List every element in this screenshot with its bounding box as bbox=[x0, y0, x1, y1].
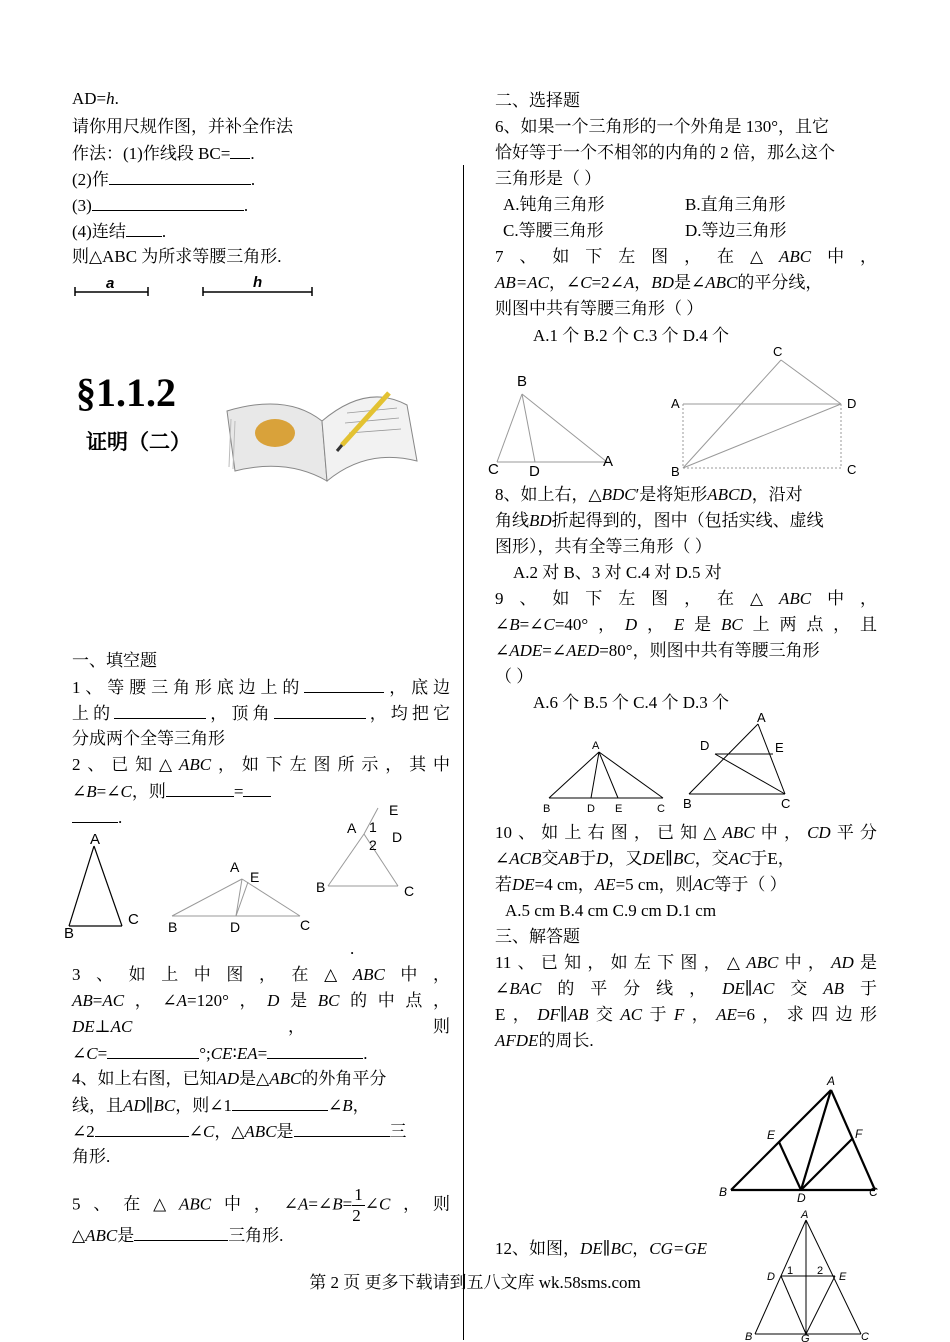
svg-text:A: A bbox=[801, 1209, 809, 1221]
svg-text:D: D bbox=[700, 738, 710, 753]
q3-line4: ∠C= °;CE∶EA= . bbox=[72, 1044, 368, 1063]
q6-option-d: D.等边三角形 bbox=[685, 221, 787, 240]
svg-text:D: D bbox=[230, 919, 241, 935]
svg-text:D: D bbox=[767, 1271, 775, 1283]
svg-text:A: A bbox=[671, 396, 680, 411]
q9-q10-figures bbox=[535, 710, 855, 816]
q10-line3: 若DE=4 cm，AE=5 cm，则AC等于（ ） bbox=[495, 875, 787, 894]
q11-line1: 11、已知，如左下图，△ABC中，AD是 bbox=[495, 953, 878, 972]
q5-line1: 5、在△ABC中，∠A=∠B= $\frac{1}{2}$ ∠C，则 bbox=[72, 1185, 451, 1225]
q5-line2: △ABC是 三角形. bbox=[72, 1226, 284, 1245]
svg-text:A: A bbox=[347, 820, 357, 836]
svg-text:C: C bbox=[488, 461, 499, 478]
segments-a-h bbox=[72, 272, 322, 298]
q8-line2: 角线BD折起得到的，图中（包括实线、虚线 bbox=[495, 511, 824, 530]
svg-text:A: A bbox=[827, 1074, 836, 1088]
svg-text:E: E bbox=[389, 802, 399, 818]
q6-line3: 三角形是（ ） bbox=[495, 169, 602, 188]
fill-heading: 一、填空题 bbox=[72, 651, 157, 670]
q7-line1: 7、如下左图，在△ABC中， bbox=[495, 247, 877, 266]
section-number: §1.1.2 bbox=[76, 370, 176, 415]
q9-line3: ∠ADE=∠AED=80°，则图中共有等腰三角形 bbox=[495, 641, 820, 660]
figure-external-bisector bbox=[316, 802, 414, 899]
stray-dot: . bbox=[350, 939, 355, 958]
svg-text:D: D bbox=[847, 396, 857, 411]
svg-text:1: 1 bbox=[369, 819, 377, 835]
svg-text:C: C bbox=[128, 911, 139, 928]
fraction-half: $\frac{1}{2}$ bbox=[352, 1185, 363, 1225]
svg-text:E: E bbox=[615, 803, 623, 815]
page-footer: 第 2 页 更多下载请到五八文库 wk.58sms.com bbox=[309, 1273, 641, 1292]
svg-text:E: E bbox=[250, 869, 260, 885]
svg-text:B: B bbox=[671, 464, 680, 479]
step-4: (4)连结 . bbox=[72, 222, 167, 241]
q8-options: A.2 对 B、3 对 C.4 对 D.5 对 bbox=[513, 563, 722, 582]
line-ad-h: AD=h. bbox=[72, 89, 119, 108]
svg-text:C: C bbox=[404, 883, 415, 899]
q10-options: A.5 cm B.4 cm C.9 cm D.1 cm bbox=[505, 901, 717, 920]
q2-q4-figures bbox=[62, 800, 462, 950]
svg-text:B: B bbox=[683, 796, 692, 811]
step-2: (2)作 . bbox=[72, 170, 256, 189]
svg-text:C: C bbox=[869, 1185, 878, 1199]
figure-q7-triangle bbox=[488, 373, 613, 480]
svg-text:C: C bbox=[300, 917, 311, 933]
section-title: 证明（二） bbox=[86, 430, 191, 454]
svg-text:F: F bbox=[855, 1127, 863, 1141]
q6-line2: 恰好等于一个不相邻的内角的 2 倍，那么这个 bbox=[495, 143, 835, 162]
svg-text:B: B bbox=[168, 919, 178, 935]
q2-line2: ∠B=∠C，则 = bbox=[72, 780, 271, 803]
svg-text:C: C bbox=[847, 462, 857, 477]
svg-text:B: B bbox=[316, 879, 326, 895]
q11-line4: AFDE的周长. bbox=[495, 1031, 594, 1050]
svg-text:B: B bbox=[745, 1331, 753, 1342]
q3-line3: DE⊥AC ， 则 bbox=[72, 1017, 450, 1036]
q11-line3: E，DF∥AB交AC于F，AE=6，求四边形 bbox=[495, 1005, 878, 1024]
book-pencil-illustration bbox=[217, 363, 422, 483]
svg-text:A: A bbox=[230, 859, 240, 875]
q9-line4: （ ） bbox=[495, 667, 534, 686]
svg-text:C: C bbox=[781, 796, 791, 811]
solve-heading: 三、解答题 bbox=[495, 927, 580, 946]
svg-text:G: G bbox=[801, 1333, 810, 1342]
instruction-line: 请你用尺规作图，并补全作法 bbox=[72, 117, 293, 136]
svg-text:B: B bbox=[543, 803, 551, 815]
svg-text:a: a bbox=[106, 275, 115, 292]
conclusion-line: 则△ABC 为所求等腰三角形. bbox=[72, 247, 282, 266]
segment-h bbox=[203, 274, 312, 296]
svg-text:D: D bbox=[587, 803, 595, 815]
svg-text:2: 2 bbox=[369, 837, 377, 853]
q10-line2: ∠ACB交AB于D，又DE∥BC，交AC于E， bbox=[495, 849, 795, 868]
q6-option-c: C.等腰三角形 bbox=[503, 221, 604, 240]
q7-options: A.1 个 B.2 个 C.3 个 D.4 个 bbox=[533, 326, 729, 345]
figure-q9-triangle bbox=[543, 740, 665, 815]
q8-line1: 8、如上右，△BDC′是将矩形ABCD，沿对 bbox=[495, 485, 803, 504]
figure-q10-triangle bbox=[683, 710, 790, 811]
svg-text:1: 1 bbox=[787, 1265, 794, 1277]
svg-text:A: A bbox=[592, 740, 600, 752]
q1-line2: 上的 ，顶角 ，均把它 bbox=[72, 704, 451, 723]
step-3: (3) . bbox=[72, 196, 249, 215]
svg-text:E: E bbox=[839, 1271, 847, 1283]
q7-line3: 则图中共有等腰三角形（ ） bbox=[495, 299, 704, 318]
q9-line1: 9、如下左图，在△ABC中， bbox=[495, 589, 877, 608]
figure-abc-120 bbox=[168, 859, 310, 935]
q2-line1: 2、已知△ABC，如下左图所示，其中 bbox=[72, 755, 450, 774]
segment-a bbox=[75, 275, 148, 296]
q9-options: A.6 个 B.5 个 C.4 个 D.3 个 bbox=[533, 693, 729, 712]
q8-line3: 图形），共有全等三角形（ ） bbox=[495, 537, 712, 556]
svg-text:E: E bbox=[767, 1128, 776, 1142]
svg-text:A: A bbox=[603, 453, 614, 470]
q7-line2: AB=AC，∠C=2∠A，BD是∠ABC的平分线， bbox=[495, 273, 823, 292]
step-1: 作法：(1)作线段 BC= . bbox=[72, 144, 255, 163]
figure-q11 bbox=[717, 1072, 882, 1205]
svg-text:B: B bbox=[517, 373, 528, 390]
q9-line2: ∠B=∠C=40°，D，E是BC上两点，且 bbox=[495, 615, 878, 634]
q12-line1: 12、如图，DE∥BC，CG=GE bbox=[495, 1239, 708, 1258]
q6-option-a: A.钝角三角形 bbox=[503, 195, 605, 214]
figure-isosceles-abc bbox=[64, 831, 139, 942]
q3-line2: AB=AC，∠A=120°，D是BC的中点， bbox=[72, 991, 451, 1010]
svg-text:2: 2 bbox=[817, 1265, 824, 1277]
q1-line1: 1、等腰三角形底边上的 ，底边 bbox=[72, 678, 451, 697]
q3-line1: 3、如上中图，在△ABC中， bbox=[72, 965, 451, 984]
q4-line3: ∠2 ∠C，△ABC是 三 bbox=[72, 1122, 407, 1141]
choice-heading: 二、选择题 bbox=[495, 91, 580, 110]
svg-text:C: C bbox=[657, 803, 665, 815]
svg-text:A: A bbox=[757, 710, 766, 725]
q4-line2: 线，且AD∥BC，则∠1 ∠B， bbox=[72, 1096, 370, 1115]
column-divider bbox=[463, 165, 464, 1340]
svg-text:B: B bbox=[64, 925, 75, 942]
svg-text:E: E bbox=[775, 740, 784, 755]
q6-line1: 6、如果一个三角形的一个外角是 130°，且它 bbox=[495, 117, 830, 136]
svg-text:D: D bbox=[797, 1191, 806, 1205]
q1-line3: 分成两个全等三角形 bbox=[72, 729, 225, 748]
figure-q8-rectangle bbox=[671, 344, 856, 492]
svg-text:h: h bbox=[253, 274, 263, 291]
q4-line1: 4、如上右图，已知AD是△ABC的外角平分 bbox=[72, 1069, 387, 1088]
svg-text:D: D bbox=[529, 463, 540, 480]
svg-text:C: C bbox=[773, 344, 783, 359]
svg-text:B: B bbox=[719, 1185, 728, 1199]
q11-line2: ∠BAC的平分线，DE∥AC交AB于 bbox=[495, 979, 878, 998]
svg-text:A: A bbox=[90, 831, 101, 848]
q6-option-b: B.直角三角形 bbox=[685, 195, 786, 214]
svg-text:D: D bbox=[392, 829, 403, 845]
q4-line4: 角形. bbox=[72, 1147, 111, 1166]
q2-line3: . bbox=[72, 806, 122, 829]
svg-text:C: C bbox=[861, 1331, 869, 1342]
q7-q8-figures bbox=[485, 342, 865, 482]
q10-line1: 10、如上右图，已知△ABC中，CD平分 bbox=[495, 823, 878, 842]
